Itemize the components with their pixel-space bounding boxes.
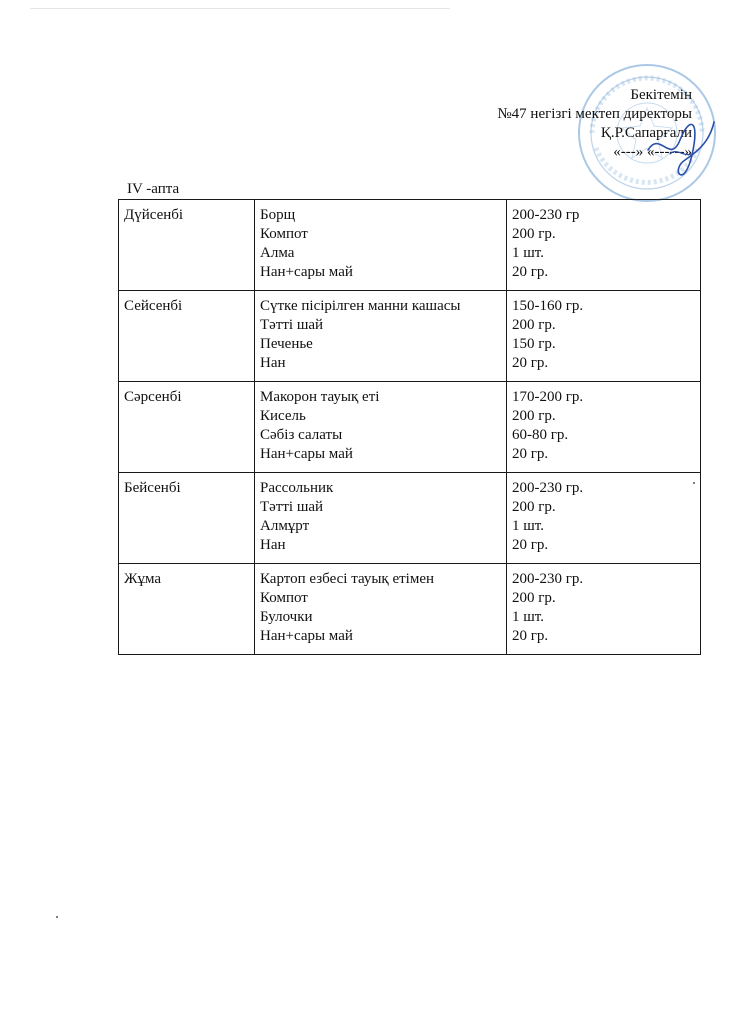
dish-item: Компот [260,226,308,242]
amount-item: 200-230 гр. [512,571,584,587]
amount-item: 20 гр. [512,446,549,462]
amounts-cell [507,291,701,382]
amount-item: 200-230 гр. [512,480,584,496]
dish-item: Кисель [260,408,306,424]
amount-item: 20 гр. [512,537,549,553]
day-cell: Дүйсенбі [119,200,255,291]
dish-item: Нан [260,537,286,553]
amounts-cell [507,200,701,291]
amount-item: 200 гр. [512,590,556,606]
day-cell: Жұма [119,564,255,655]
dishes-cell [255,200,507,291]
table-row [119,291,701,382]
dishes-cell [255,291,507,382]
amount-item: 200 гр. [512,317,556,333]
amount-item: 60-80 гр. [512,427,569,443]
dish-item: Борщ [260,207,296,223]
dish-item: Рассольник [260,480,334,496]
table-row [119,200,701,291]
amount-item: 20 гр. [512,628,549,644]
dish-item: Компот [260,590,308,606]
amounts-cell [507,564,701,655]
dish-item: Сүтке пісірілген манни кашасы [260,298,461,314]
approval-position: №47 негізгі мектеп директоры [497,106,692,122]
amount-item: 20 гр. [512,355,549,371]
dishes-cell [255,473,507,564]
table-row [119,382,701,473]
amounts-cell [507,382,701,473]
amounts-cell [507,473,701,564]
scan-artifact-line [30,8,450,9]
week-label: IV -апта [127,181,180,197]
amount-item: 1 шт. [512,245,544,261]
scan-speck [56,916,58,918]
dishes-cell [255,564,507,655]
dish-item: Нан+сары май [260,446,353,462]
dish-item: Нан [260,355,286,371]
amount-item: 20 гр. [512,264,549,280]
table-row [119,473,701,564]
dish-item: Сәбіз салаты [260,427,343,443]
dishes-cell [255,382,507,473]
table-row [119,564,701,655]
amount-item: 1 шт. [512,609,544,625]
approval-date: «---» «------» [613,144,692,160]
day-cell: Бейсенбі [119,473,255,564]
dish-item: Картоп езбесі тауық етімен [260,571,435,587]
day-cell: Сәрсенбі [119,382,255,473]
dish-item: Булочки [260,609,313,625]
amount-item: 200 гр. [512,408,556,424]
amount-item: 170-200 гр. [512,389,584,405]
dish-item: Нан+сары май [260,628,353,644]
handwritten-signature-icon [640,110,720,180]
amount-item: 1 шт. [512,518,544,534]
dish-item: Тәтті шай [260,499,324,515]
amount-item: 200 гр. [512,226,556,242]
amount-item: 200-230 гр [512,207,580,223]
amount-item: 200 гр. [512,499,556,515]
dish-item: Макорон тауық еті [260,389,380,405]
dish-item: Алмұрт [260,518,310,534]
approval-director-name: Қ.Р.Сапарғали [600,125,692,141]
weekly-menu-table [118,199,701,655]
dish-item: Тәтті шай [260,317,324,333]
dish-item: Нан+сары май [260,264,353,280]
amount-item: 150-160 гр. [512,298,584,314]
approval-title: Бекітемін [630,87,692,103]
dish-item: Печенье [260,336,313,352]
dish-item: Алма [260,245,295,261]
day-cell: Сейсенбі [119,291,255,382]
amount-item: 150 гр. [512,336,556,352]
